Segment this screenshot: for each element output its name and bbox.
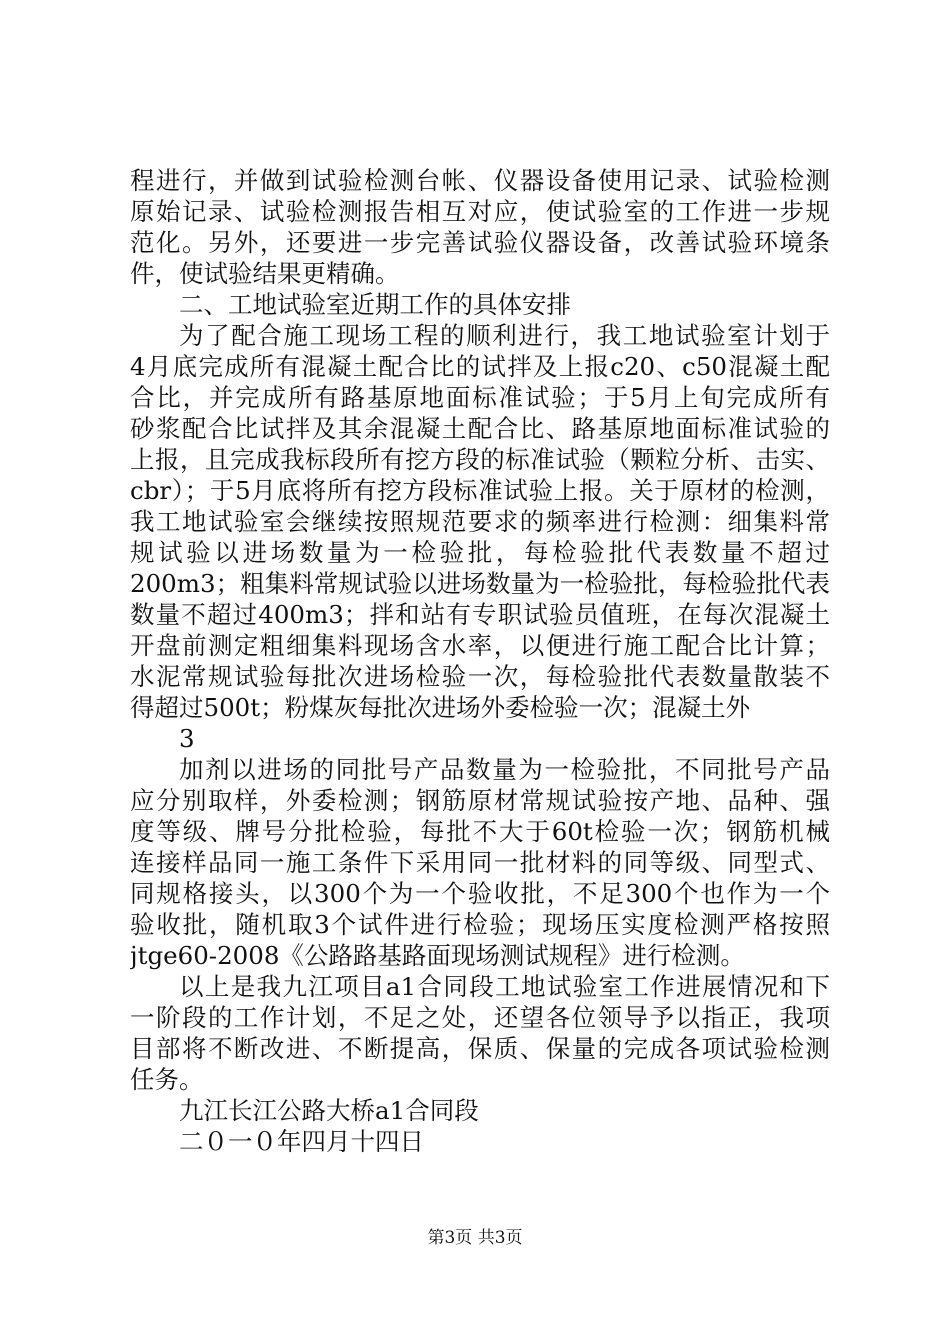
text-line: 得超过500t；粉煤灰每批次进场外委检验一次；混凝土外: [130, 693, 751, 722]
signature-organization: 九江长江公路大桥a1合同段: [179, 1096, 479, 1125]
text-line: 为了配合施工现场工程的顺利进行，我工地试验室计划于: [179, 321, 830, 350]
text-line: 规试验以进场数量为一检验批，每检验批代表数量不超过: [130, 538, 830, 567]
text-line: 连接样品同一施工条件下采用同一批材料的同等级、同型式、: [130, 848, 830, 877]
body-text: [130, 165, 830, 1157]
text-line: 任务。: [130, 1065, 204, 1094]
text-line: 范化。另外，还要进一步完善试验仪器设备，改善试验环境条: [130, 228, 830, 257]
text-line: 程进行，并做到试验检测台帐、仪器设备使用记录、试验检测: [130, 166, 830, 195]
text-line: 数量不超过400m3；拌和站有专职试验员值班，在每次混凝土: [130, 600, 830, 629]
text-line: 以上是我九江项目a1合同段工地试验室工作进展情况和下: [179, 972, 830, 1001]
text-line: 同规格接头，以300个为一个验收批，不足300个也作为一个: [130, 879, 830, 908]
text-line: 目部将不断改进、不断提高，保质、保量的完成各项试验检测: [130, 1034, 830, 1063]
text-line: 验收批，随机取3个试件进行检验；现场压实度检测严格按照: [130, 910, 830, 939]
text-line: 应分别取样，外委检测；钢筋原材常规试验按产地、品种、强: [130, 786, 830, 815]
text-line: 我工地试验室会继续按照规范要求的频率进行检测：细集料常: [130, 507, 830, 536]
text-line: 砂浆配合比试拌及其余混凝土配合比、路基原地面标准试验的: [130, 414, 830, 443]
signature-date: 二０一０年四月十四日: [179, 1127, 424, 1156]
text-line: 合比，并完成所有路基原地面标准试验；于5月上旬完成所有: [130, 383, 830, 412]
text-line: jtge60-2008《公路路基路面现场测试规程》进行检测。: [130, 941, 745, 970]
text-line: 原始记录、试验检测报告相互对应，使试验室的工作进一步规: [130, 197, 830, 226]
text-line: cbr）；于5月底将所有挖方段标准试验上报。关于原材的检测，: [130, 476, 830, 505]
text-line: 一阶段的工作计划，不足之处，还望各位领导予以指正，我项: [130, 1003, 830, 1032]
text-line: 度等级、牌号分批检验，每批不大于60t检验一次；钢筋机械: [130, 817, 830, 846]
page-footer: 第3页 共3页: [427, 1228, 523, 1248]
inline-page-number: 3: [179, 724, 195, 753]
section-heading: 二、工地试验室近期工作的具体安排: [179, 290, 571, 319]
text-line: 上报，且完成我标段所有挖方段的标准试验（颗粒分析、击实、: [130, 445, 830, 474]
text-line: 加剂以进场的同批号产品数量为一检验批，不同批号产品: [179, 755, 830, 784]
text-line: 件，使试验结果更精确。: [130, 259, 400, 288]
text-line: 200m3；粗集料常规试验以进场数量为一检验批，每检验批代表: [130, 569, 830, 598]
text-line: 4月底完成所有混凝土配合比的试拌及上报c20、c50混凝土配: [130, 352, 830, 381]
text-line: 开盘前测定粗细集料现场含水率，以便进行施工配合比计算；: [130, 631, 830, 660]
text-line: 水泥常规试验每批次进场检验一次，每检验批代表数量散装不: [130, 662, 830, 691]
